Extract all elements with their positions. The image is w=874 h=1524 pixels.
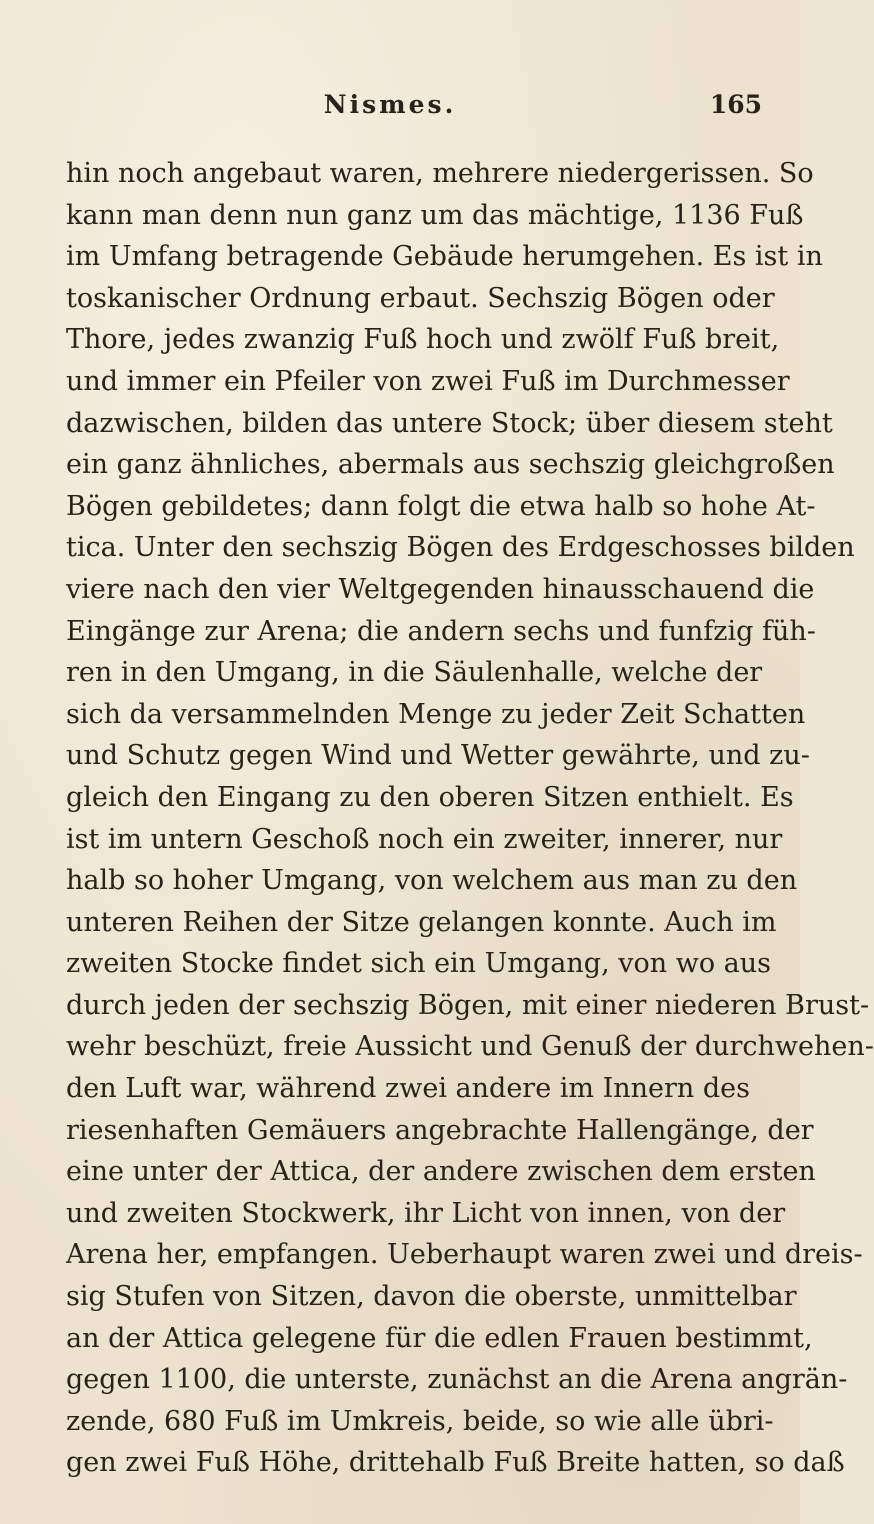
text-line: ren in den Umgang, in die Säulenhalle, welche der xyxy=(66,657,763,689)
text-line: im Umfang betragende Gebäude herumgehen. Es ist in xyxy=(66,241,823,273)
text-line: Thore, jedes zwanzig Fuß hoch und zwölf Fuß breit, xyxy=(66,324,780,356)
text-line: Bögen gebildetes; dann folgt die etwa halb so hohe At- xyxy=(66,490,816,522)
text-line: kann man denn nun ganz um das mächtige, 1136 Fuß xyxy=(66,199,804,231)
text-line: hin noch angebaut waren, mehrere niedergerissen. So xyxy=(66,158,814,189)
text-line: durch jeden der sechszig Bögen, mit einer niederen Brust- xyxy=(66,989,870,1021)
text-line: und zweiten Stockwerk, ihr Licht von innen, von der xyxy=(66,1197,786,1229)
text-line: Arena her, empfangen. Ueberhaupt waren zwei und dreis- xyxy=(66,1239,863,1271)
text-line: tica. Unter den sechszig Bögen des Erdgeschosses bilden xyxy=(66,532,855,564)
page-header xyxy=(0,90,800,130)
text-line: eine unter der Attica, der andere zwischen dem ersten xyxy=(66,1156,816,1188)
text-line: an der Attica gelegene für die edlen Frauen bestimmt, xyxy=(66,1322,813,1354)
text-line: Eingänge zur Arena; die andern sechs und funfzig füh- xyxy=(66,615,816,647)
text-line: und Schutz gegen Wind und Wetter gewährte, und zu- xyxy=(66,740,810,772)
running-title: Nismes. xyxy=(323,90,457,119)
text-line: viere nach den vier Weltgegenden hinausschauend die xyxy=(66,573,815,605)
text-line: toskanischer Ordnung erbaut. Sechszig Bögen oder xyxy=(66,282,775,314)
text-line: ein ganz ähnliches, abermals aus sechszig gleichgroßen xyxy=(66,449,835,481)
text-line: riesenhaften Gemäuers angebrachte Hallengänge, der xyxy=(66,1114,814,1146)
text-line: gen zwei Fuß Höhe, drittehalb Fuß Breite hatten, so daß xyxy=(66,1447,845,1479)
text-line: zende, 680 Fuß im Umkreis, beide, so wie alle übri- xyxy=(66,1405,774,1437)
text-line: unteren Reihen der Sitze gelangen konnte. Auch im xyxy=(66,906,777,938)
text-line: gleich den Eingang zu den oberen Sitzen enthielt. Es xyxy=(66,781,794,813)
text-line: sich da versammelnden Menge zu jeder Zeit Schatten xyxy=(66,698,806,730)
page-number: 165 xyxy=(709,90,762,119)
text-line: sig Stufen von Sitzen, davon die oberste, unmittelbar xyxy=(66,1281,797,1313)
text-line: und immer ein Pfeiler von zwei Fuß im Durchmesser xyxy=(66,365,790,397)
text-line: den Luft war, während zwei andere im Innern des xyxy=(66,1073,751,1105)
text-line: zweiten Stocke findet sich ein Umgang, von wo aus xyxy=(66,948,772,980)
text-line: ist im untern Geschoß noch ein zweiter, innerer, nur xyxy=(66,823,783,855)
text-line: halb so hoher Umgang, von welchem aus man zu den xyxy=(66,865,798,897)
body-text xyxy=(66,153,874,1484)
text-line: wehr beschüzt, freie Aussicht und Genuß der durchwehen- xyxy=(66,1031,874,1063)
text-line: dazwischen, bilden das untere Stock; über diesem steht xyxy=(66,407,833,439)
text-line: gegen 1100, die unterste, zunächst an die Arena angrän- xyxy=(66,1364,848,1396)
